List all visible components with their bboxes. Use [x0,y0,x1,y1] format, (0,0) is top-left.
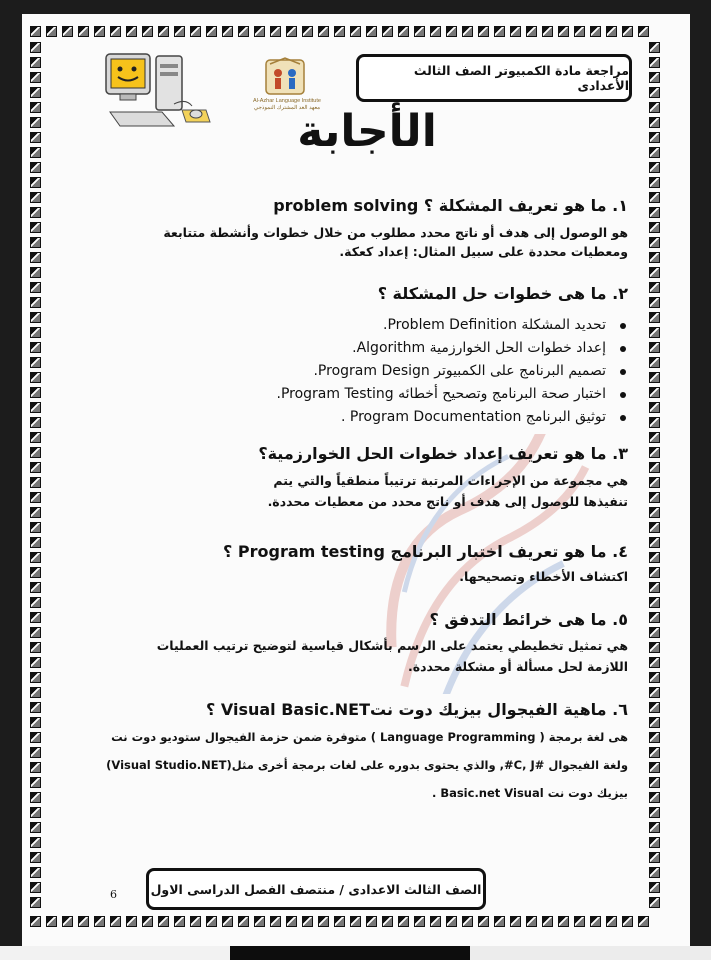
border-square [649,222,660,233]
border-square [649,102,660,113]
border-square [30,432,41,443]
border-square [649,282,660,293]
border-square [142,916,153,927]
border-square [286,916,297,927]
border-square [30,822,41,833]
border-square [649,312,660,323]
border-square [62,26,73,37]
border-square [414,26,425,37]
border-square [398,916,409,927]
border-square [649,582,660,593]
border-square [398,26,409,37]
border-square [366,916,377,927]
border-square [30,402,41,413]
border-square [649,447,660,458]
border-square [94,26,105,37]
border-square [649,492,660,503]
strip-segment [0,946,230,960]
border-square [30,222,41,233]
bullet-icon [620,323,626,329]
border-square [649,42,660,53]
border-square [649,207,660,218]
border-square [649,402,660,413]
border-square [110,26,121,37]
border-square [558,916,569,927]
border-square [78,916,89,927]
border-square [478,916,489,927]
border-square [30,147,41,158]
border-square [30,357,41,368]
border-square [622,916,633,927]
border-square [30,507,41,518]
border-square [30,702,41,713]
page-title: الأجابة [297,106,437,157]
answer-6-line-3: بيزيك دوت نت Basic.net Visual . [431,786,628,800]
border-square [649,702,660,713]
border-square [649,717,660,728]
border-bottom [30,916,649,927]
border-square [649,297,660,308]
border-square [30,237,41,248]
border-square [78,26,89,37]
border-square [30,582,41,593]
border-square [30,162,41,173]
border-square [649,597,660,608]
border-square [649,147,660,158]
border-square [462,916,473,927]
border-square [638,916,649,927]
border-square [649,627,660,638]
border-square [158,26,169,37]
border-square [94,916,105,927]
bullet-icon [620,369,626,375]
border-square [30,87,41,98]
border-square [30,642,41,653]
border-square [30,567,41,578]
border-square [649,237,660,248]
border-square [110,916,121,927]
border-square [158,916,169,927]
border-square [30,687,41,698]
border-square [30,312,41,323]
border-square [254,916,265,927]
border-square [30,612,41,623]
border-square [350,26,361,37]
border-square [606,916,617,927]
border-square [318,26,329,37]
answer-1-line-2: ومعطيات محددة على سبيل المثال: إعداد كعكة. [339,244,628,259]
border-square [649,687,660,698]
answer-6-line-1: هى لغة برمجة ( Language Programming ) متوفرة ضمن حزمة الفيجوال ستوديو دوت نت [111,730,628,744]
border-square [638,26,649,37]
border-square [190,26,201,37]
border-square [318,916,329,927]
page-number: 6 [110,888,117,901]
computer-icon [100,50,212,138]
question-5: ٥. ما هى خرائط التدفق ؟ [429,610,628,629]
strip-segment [470,946,711,960]
border-square [30,57,41,68]
border-square [649,57,660,68]
answer-5-line-1: هي تمثيل تخطيطي يعتمد على الرسم بأشكال قياسية لتوضيح ترتيب العمليات [156,638,628,653]
answer-4-line-1: اكتشاف الأخطاء وتصحيحها. [459,569,628,584]
border-square [142,26,153,37]
border-square [649,882,660,893]
border-square [649,507,660,518]
border-square [30,552,41,563]
border-square [649,177,660,188]
border-square [590,26,601,37]
border-square [649,612,660,623]
header-title-box [356,54,632,102]
border-square [649,732,660,743]
border-square [222,26,233,37]
border-square [30,717,41,728]
border-square [30,252,41,263]
border-square [649,192,660,203]
border-square [270,26,281,37]
border-square [649,672,660,683]
border-square [542,916,553,927]
border-square [649,267,660,278]
border-square [30,762,41,773]
logo-caption: Al-Azhar Language Institute معهد الغد المشترك النموذجي [253,98,321,111]
border-square [30,267,41,278]
border-square [174,916,185,927]
border-square [126,26,137,37]
border-square [526,916,537,927]
border-square [606,26,617,37]
border-square [334,26,345,37]
border-square [30,192,41,203]
screen-bottom-strip [0,946,711,960]
border-square [30,117,41,128]
answer-1-line-1: هو الوصول إلى هدف أو ناتج محدد مطلوب من خلال خطوات وأنشطة متتابعة [163,225,628,240]
border-square [30,537,41,548]
list-item: إعداد خطوات الحل الخوارزمية Algorithm. [168,337,628,360]
border-square [526,26,537,37]
border-square [30,852,41,863]
border-square [649,777,660,788]
border-square [649,822,660,833]
border-square [649,477,660,488]
border-square [30,177,41,188]
border-square [430,916,441,927]
list-item: توثيق البرنامج Program Documentation . [168,406,628,429]
question-2: ٢. ما هى خطوات حل المشكلة ؟ [377,284,628,303]
border-square [238,916,249,927]
border-right [649,42,660,908]
border-square [30,102,41,113]
border-square [30,672,41,683]
border-square [649,567,660,578]
border-square [649,372,660,383]
border-square [30,916,41,927]
border-square [590,916,601,927]
border-square [46,916,57,927]
border-square [30,387,41,398]
border-square [574,916,585,927]
border-square [574,26,585,37]
border-square [414,916,425,927]
steps-list [168,314,628,429]
bullet-icon [620,346,626,352]
border-square [30,297,41,308]
border-square [206,26,217,37]
answer-6-line-2: (Visual Studio.NET)والذي يحتوى بدوره على لغات برمجة أخرى مثل ,#C, J# ولغة الفيجوال [106,758,628,772]
border-square [30,342,41,353]
border-square [382,26,393,37]
border-square [649,342,660,353]
border-square [649,897,660,908]
border-square [649,537,660,548]
list-item: اختبار صحة البرنامج وتصحيح أخطائه Program Testing. [168,383,628,406]
border-square [478,26,489,37]
border-square [206,916,217,927]
border-square [542,26,553,37]
border-square [462,26,473,37]
border-square [446,916,457,927]
border-square [649,552,660,563]
border-square [649,837,660,848]
footer-label: الصف الثالث الاعدادى / منتصف الفصل الدراسى الاول [150,881,482,897]
border-square [649,792,660,803]
border-square [30,327,41,338]
border-square [30,837,41,848]
border-square [430,26,441,37]
border-square [510,26,521,37]
border-square [649,657,660,668]
border-square [30,207,41,218]
border-square [649,867,660,878]
border-square [649,462,660,473]
border-square [30,882,41,893]
border-square [30,447,41,458]
border-square [649,87,660,98]
border-square [649,132,660,143]
border-square [649,642,660,653]
border-square [30,777,41,788]
border-square [334,916,345,927]
list-item: تصميم البرنامج على الكمبيوتر Program Design. [168,360,628,383]
answer-3-line-2: تنفيذها للوصول إلى هدف أو ناتج محدد من معطيات محددة. [267,494,628,509]
border-square [622,26,633,37]
border-square [30,26,41,37]
border-square [126,916,137,927]
border-square [30,132,41,143]
border-square [30,732,41,743]
border-square [446,26,457,37]
border-square [30,72,41,83]
border-square [30,372,41,383]
bullet-icon [620,415,626,421]
border-square [382,916,393,927]
list-item: تحديد المشكلة Problem Definition. [168,314,628,337]
border-square [30,42,41,53]
border-square [649,807,660,818]
answer-5-line-2: اللازمة لحل مسألة أو مشكلة محددة. [407,659,628,674]
question-6: ٦. ماهية الفيجوال بيزيك دوت نتVisual Basic.NET ؟ [206,700,628,719]
question-4: ٤. ما هو تعريف اختبار البرنامج Program testing ؟ [223,542,628,561]
border-square [30,417,41,428]
bullet-icon [620,392,626,398]
border-square [270,916,281,927]
border-square [649,252,660,263]
border-top [30,26,649,37]
border-square [30,522,41,533]
border-square [302,26,313,37]
border-square [222,916,233,927]
border-square [30,462,41,473]
border-left [30,42,41,908]
border-square [649,747,660,758]
header-title: مراجعة مادة الكمبيوتر الصف الثالث الأعدادى [413,63,629,93]
answer-3-line-1: هي مجموعة من الإجراءات المرتبة ترتيباً منطقياً والتي يتم [273,473,628,488]
border-square [62,916,73,927]
border-square [30,477,41,488]
border-square [494,916,505,927]
border-square [494,26,505,37]
border-square [649,327,660,338]
border-square [649,522,660,533]
border-square [649,432,660,443]
border-square [649,762,660,773]
border-square [190,916,201,927]
document-page [22,14,690,946]
border-square [649,357,660,368]
border-square [30,657,41,668]
border-square [510,916,521,927]
border-square [30,627,41,638]
border-square [30,597,41,608]
border-square [649,117,660,128]
border-square [649,162,660,173]
border-square [30,282,41,293]
question-3: ٣. ما هو تعريف إعداد خطوات الحل الخوارزمية؟ [258,444,628,463]
border-square [238,26,249,37]
border-square [649,72,660,83]
border-square [30,792,41,803]
footer-box [146,868,486,910]
border-square [649,852,660,863]
border-square [302,916,313,927]
border-square [30,747,41,758]
border-square [46,26,57,37]
border-square [30,807,41,818]
border-square [350,916,361,927]
border-square [366,26,377,37]
question-1: ١. ما هو تعريف المشكلة ؟ problem solving [273,196,628,215]
border-square [30,897,41,908]
border-square [30,867,41,878]
border-square [649,387,660,398]
border-square [174,26,185,37]
border-square [558,26,569,37]
border-square [286,26,297,37]
border-square [649,417,660,428]
border-square [254,26,265,37]
border-square [30,492,41,503]
